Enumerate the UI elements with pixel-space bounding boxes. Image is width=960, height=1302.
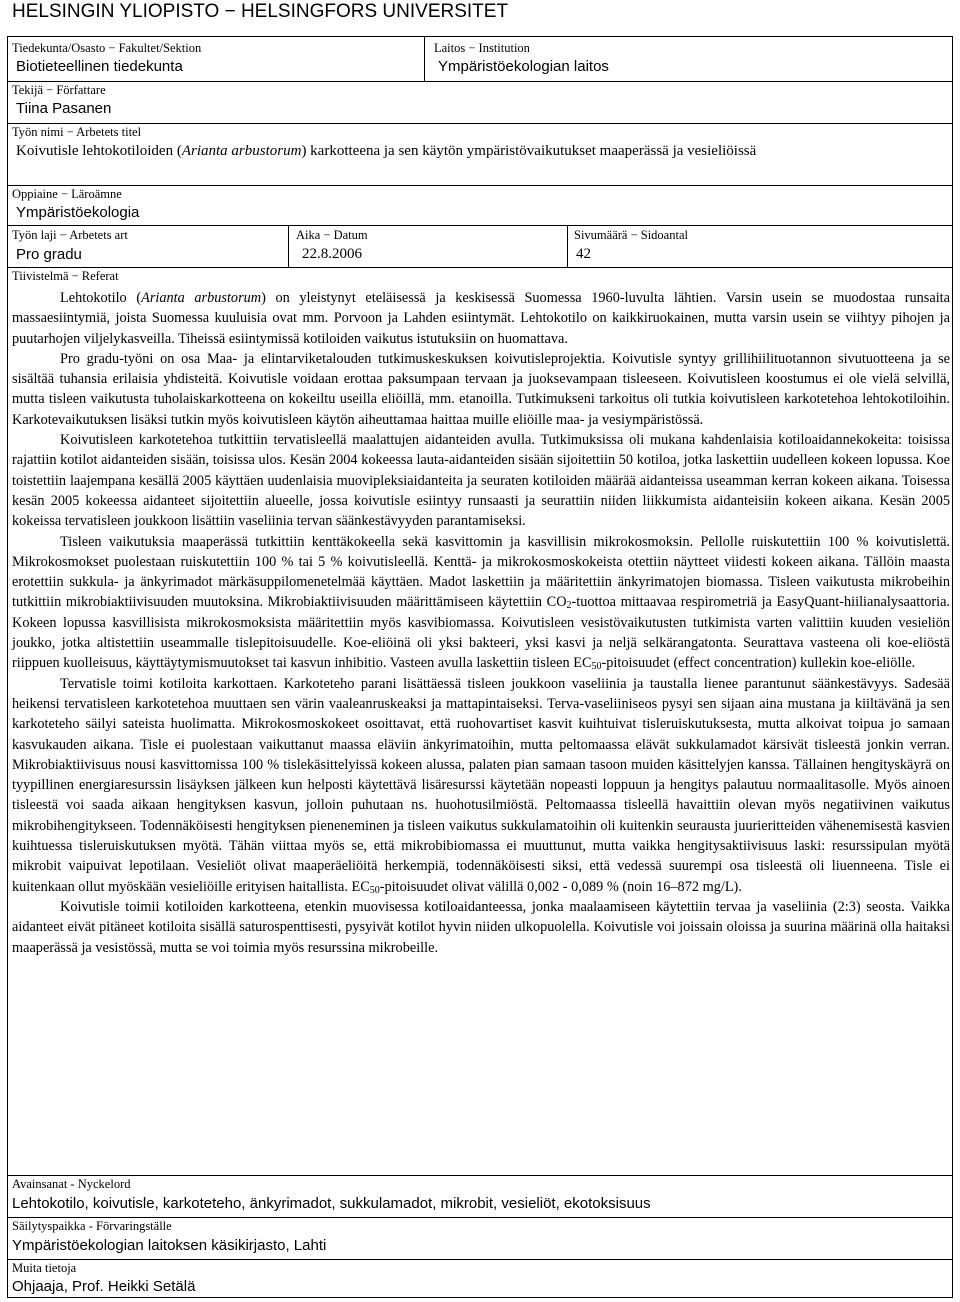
work-type-label: Työn laji − Arbetets art	[12, 228, 128, 242]
divider	[8, 185, 952, 186]
abstract-form	[7, 36, 953, 1298]
pages-label: Sivumäärä − Sidoantal	[574, 228, 688, 242]
date-value: 22.8.2006	[302, 246, 362, 262]
abstract-paragraph: Koivutisleen karkotetehoa tutkittiin tervatisleellä maalattujen aidanteiden avulla. Tutkimuksissa oli mukana kahdenlaisia kotiloaidannekokeita: toisissa rajattiin kotilot aidanteiden sisään, toisissa ulos. Kesän 2004 kokeessa lauta-aidanteiden sisään sijoitettiin 50 kotiloa, jotka laskettiin uudelleen kokeen lopussa. Koe toistettiin laajempana kesällä 2005 käyttäen uudenlaisia muovipleksiaidanteita ja seuraten kotiloiden määrää aidanteissa useamman kerran kokeen aikana. Toisessa kesän 2005 kokeessa aidanteet sijoitettiin alueelle, jossa koivutisle esiintyy runsaasti ja seurattiin niiden liikkumista aidanteisiin kokeen aikana. Kesän 2005 kokeissa tervatisleen joukkoon lisättiin vaseliinia tervan säänkestävyyden parantamiseksi.	[12, 432, 950, 530]
pages-value: 42	[576, 246, 591, 262]
abstract-paragraph: Koivutisle toimii kotiloiden karkotteena, etenkin muovisessa kotiloaidanteessa, jonka maalaamiseen käytettiin tervaa ja vaseliinia (2:3) seosta. Vaikka aidanteet eivät pitäneet kotiloita sisällä saturospenttisesti, pysyivät kotilot hyvin niiden ulkopuolella. Koivutisle voi joissain oloissa ja suurina määrinä olla haitaksi maaperässä ja vesistössä, mutta se voi toimia myös resurssina mikrobeille.	[12, 898, 950, 956]
author-label: Tekijä − Författare	[12, 83, 106, 97]
subject-value: Ympäristöekologia	[16, 204, 140, 221]
keywords-value: Lehtokotilo, koivutisle, karkoteteho, änkyrimadot, sukkulamadot, mikrobit, vesieliöt, ekotoksisuus	[12, 1195, 651, 1212]
faculty-label: Tiedekunta/Osasto − Fakultet/Sektion	[12, 41, 202, 55]
storage-label: Säilytyspaikka - Förvaringställe	[12, 1219, 172, 1233]
divider	[8, 267, 952, 268]
abstract-text	[12, 288, 950, 958]
abstract-paragraph: Tisleen vaikutuksia maaperässä tutkittiin kenttäkokeella sekä kasvittomin ja kasvillisin mikrokosmoksin. Pellolle ruiskutettiin 100 % koivutislettä. Mikrokosmokset puolestaan ruiskutettiin 100 % tai 5 % koivutisleellä. Kenttä- ja mikrokosmoskokeista otettiin näytteet viidesti kokeen aikana. Tällöin maasta erotettiin sukkula- ja änkyrimadot märkäsuppilomenetelmää käyttäen. Madot laskettiin ja määritettiin änkyrimatojen biomassa. Tisleen vaikutusta mikrobeihin tutkittiin mikrobiaktiivisuuden muutoksina. Mikrobiaktiivisuuden määrittämiseen käytettiin $CO_2$-tuottoa mittaavaa respirometriä ja EasyQuant-hiilianalysaattoria. Kokeen lopussa kasvillisista mikrokosmoksista määritettiin myös kasvibiomassa. Koivutisleen vesistövaikutusten tutkimista varten valittiin kuuden vesieliön joukko, jotka altistettiin useammalle tislepitoisuudelle. Koe-eliöinä oli yksi bakteeri, yksi kasvi ja neljä selkärangatonta. Seurattava vasteena oli koe-eliöstä riippuen kuolleisuus, käyttäytymismuutokset tai kasvun inhibitio. Vasteen avulla laskettiin tisleen $EC_{50}$-pitoisuudet (effect concentration) kullekin koe-eliölle.	[12, 533, 950, 673]
abstract-paragraph: Tervatisle toimi kotiloita karkottaen. Karkoteteho parani lisättäessä tisleen joukkoon vaseliinia ja taustalla lienee parantunut säänkestävyys. Sadesää heikensi tervatisleen karkotetehoa muuttaen sen värin vaaleanruskeaksi ja mattapintaiseksi. Terva-vaseliiniseos pysyi sen sijaan aina mustana ja kiiltävänä ja sen karkoteteho säilyi sateista huolimatta. Mikrokosmoskokeet osoittavat, että ruohovartiset kasvit kuihtuivat tisleruiskutuksesta, mutta alkoivat toipua jo samaan kasvukauden aikana. Tisle ei puolestaan vaikuttanut maassa eläviin änkyrimatoihin, mutta peltomaassa elävät sukkulamadot kärsivät tisleestä jonkin verran. Mikrobiaktiivisuus nousi kasvittomissa 100 % tislekäsittelyissä kokeen alussa, palaten pian samaan tasoon muiden käsittelyjen kanssa. Tällainen hengityskäyrä on tyypillinen energiaresurssin lisäyksen jälkeen kun helposti käytettävä lisäresurssi käytetään nopeasti loppuun ja hengitys palautuu normaalitasolle. Myös ainoen tisleestä voi saada aikaan hengityksen kasvun, jolloin puhutaan ns. huohotusilmiöstä. Peltomaassa tisleellä havaittiin olevan myös negatiivinen vaikutus mikrobihengitykseen. Todennäköisesti hengityksen pieneneminen ja tisleen vaikutus sukkulamatoihin oli kuitenkin seurausta juurieritteiden vähenemisestä kasvien kuihtuessa tisleruiskutuksen myötä. Tähän viittaa myös se, että mikrobibiomassa ei muuttunut, mutta vaikka hengitysaktiivisuus laski: resurssipulan myötä mikrobit vaipuivat lepotilaan. Vesieliöt olivat maaperäeliöitä herkempiä, todennäköisesti siksi, että vedessä suurempi osa tisleestä oli liuenneena. Tisle ei kuitenkaan ollut myöskään vesieliöille erityisen haitallista. $EC_{50}$-pitoisuudet olivat välillä 0,002 - 0,089 % (noin 16–872 mg/L).	[12, 675, 950, 896]
divider	[8, 1259, 952, 1260]
divider	[567, 225, 568, 267]
storage-value: Ympäristöekologian laitoksen käsikirjasto, Lahti	[12, 1237, 327, 1254]
divider	[8, 1217, 952, 1218]
abstract-paragraph: Pro gradu-työni on osa Maa- ja elintarviketalouden tutkimuskeskuksen koivutisleprojektia. Koivutisle syntyy grillihiilituotannon sivutuotteena ja se sisältää tuhansia erilaisia yhdisteitä. Koivutisle voidaan erottaa paksumpaan tervaan ja juoksevampaan tisleeseen. Koivutisleen koostumus ei ole vielä selvillä, mutta tisleen vaikutusta tuholaiskarkotteena on kokeiltu useilla eliöillä, mm. etanoilla. Tutkimukseni tarkoitus oli tutkia koivutisleen karkotetehoa lehtokotiloihin. Karkotevaikutuksen lisäksi tutkin myös koivutisleen käytön aiheuttamaa haittaa muille eliöille maa- ja vesiympäristössä.	[12, 350, 950, 428]
keywords-label: Avainsanat - Nyckelord	[12, 1177, 131, 1191]
divider	[8, 1175, 952, 1176]
title-label: Työn nimi − Arbetets titel	[12, 125, 142, 139]
author-value: Tiina Pasanen	[16, 100, 112, 117]
department-label: Laitos − Institution	[434, 41, 530, 55]
department-value: Ympäristöekologian laitos	[438, 58, 609, 75]
subject-label: Oppiaine − Läroämne	[12, 187, 122, 201]
other-value: Ohjaaja, Prof. Heikki Setälä	[12, 1278, 196, 1295]
thesis-title: Koivutisle lehtokotiloiden (Arianta arbustorum) karkotteena ja sen käytön ympäristövaikutukset maaperässä ja vesieliöissä	[16, 143, 757, 159]
divider	[424, 37, 425, 81]
divider	[288, 225, 289, 267]
divider	[8, 225, 952, 226]
date-label: Aika − Datum	[296, 228, 368, 242]
abstract-label: Tiivistelmä − Referat	[12, 269, 119, 283]
university-header: HELSINGIN YLIOPISTO − HELSINGFORS UNIVERSITET	[12, 1, 509, 22]
other-label: Muita tietoja	[12, 1261, 77, 1275]
divider	[8, 81, 952, 82]
divider	[8, 123, 952, 124]
abstract-paragraph: Lehtokotilo (Arianta arbustorum) on yleistynyt eteläisessä ja keskisessä Suomessa 1960-luvulta lähtien. Varsin usein se muodostaa runsaita massaesiintymiä, joista Suomessa kuuluisia ovat mm. Porvoon ja Lahden esiintymät. Lehtokotilo on kaikkiruokainen, mutta varsin usein se viihtyy pihojen ja puutarhojen viljelykasveilla. Tiheissä esiintymissä kotiloiden vaikutus istutuksiin on huomattava.	[12, 290, 951, 347]
faculty-value: Biotieteellinen tiedekunta	[16, 58, 183, 75]
work-type-value: Pro gradu	[16, 246, 82, 263]
